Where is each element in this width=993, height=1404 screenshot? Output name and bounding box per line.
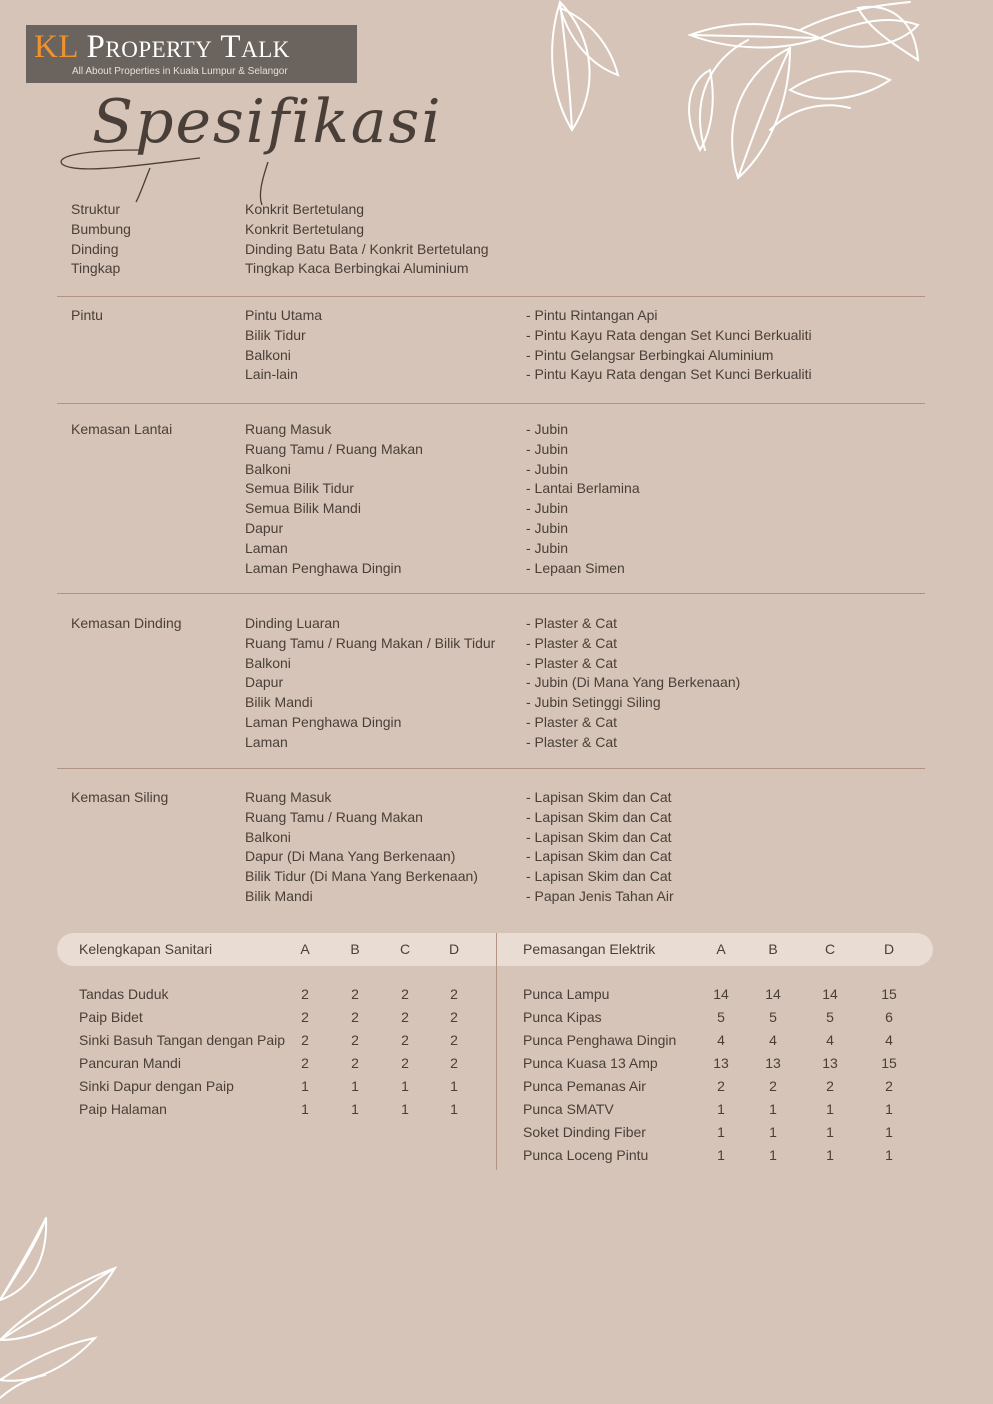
section-finish: - Papan Jenis Tahan Air [526,888,674,904]
sanitary-cell: 2 [450,1032,458,1048]
spec-label: Dinding [71,240,119,257]
section-label: Pintu [71,307,103,323]
sanitary-cell: 2 [450,1055,458,1071]
electrical-cell: 1 [885,1147,893,1163]
section-area: Bilik Mandi [245,694,313,711]
section-area: Bilik Mandi [245,888,313,904]
electrical-column-header: C [824,941,836,957]
section-divider [57,768,925,769]
section-area: Laman [245,733,288,750]
electrical-cell: 4 [826,1032,834,1048]
section-finish: - Jubin [526,500,569,517]
electrical-cell: 4 [769,1032,777,1048]
electrical-cell: 13 [822,1055,838,1071]
spec-value: Konkrit Bertetulang [245,201,365,217]
electrical-cell: 1 [717,1147,725,1163]
section-area: Pintu Utama [245,307,323,323]
electrical-row-name: Soket Dinding Fiber [523,1124,646,1140]
electrical-cell: 2 [826,1078,834,1094]
section-finish: - Plaster & Cat [526,733,618,750]
section-divider [57,296,925,297]
section-finish: - Lapisan Skim dan Cat [526,828,672,845]
section-label: Kemasan Dinding [71,615,182,631]
section-finish: - Pintu Gelangsar Berbingkai Aluminium [526,346,774,363]
electrical-row-name: Punca Penghawa Dingin [523,1032,677,1048]
electrical-cell: 4 [885,1032,893,1048]
section-finish: - Plaster & Cat [526,654,618,671]
electrical-cell: 5 [769,1009,777,1025]
sanitary-cell: 2 [351,1032,359,1048]
section-area: Dinding Luaran [245,615,340,631]
electrical-cell: 14 [713,986,729,1002]
electrical-cell: 1 [885,1124,893,1140]
spec-label: Bumbung [71,220,131,237]
spec-value: Tingkap Kaca Berbingkai Aluminium [245,260,469,277]
section-area: Ruang Tamu / Ruang Makan / Bilik Tidur [245,634,496,651]
sanitary-cell: 1 [401,1078,409,1094]
section-area: Semua Bilik Tidur [245,480,354,497]
electrical-cell: 1 [769,1101,777,1117]
section-finish: - Lapisan Skim dan Cat [526,789,672,805]
sanitary-cell: 2 [301,1055,309,1071]
electrical-cell: 1 [717,1101,725,1117]
electrical-cell: 1 [769,1124,777,1140]
section-area: Balkoni [245,654,291,671]
electrical-cell: 14 [822,986,838,1002]
sanitary-row-name: Paip Bidet [79,1009,143,1025]
sanitary-cell: 1 [450,1101,458,1117]
sanitary-row-name: Paip Halaman [79,1101,167,1117]
electrical-row-name: Punca Loceng Pintu [523,1147,649,1163]
section-divider [57,593,925,594]
sanitary-cell: 1 [301,1101,309,1117]
section-finish: - Plaster & Cat [526,615,618,631]
section-finish: - Pintu Kayu Rata dengan Set Kunci Berkualiti [526,366,812,383]
sanitary-title: Kelengkapan Sanitari [79,941,213,957]
section-area: Balkoni [245,828,291,845]
section-finish: - Lapisan Skim dan Cat [526,808,672,825]
section-area: Laman Penghawa Dingin [245,559,402,576]
electrical-cell: 2 [769,1078,777,1094]
electrical-cell: 13 [765,1055,781,1071]
electrical-cell: 6 [885,1009,893,1025]
section-area: Ruang Masuk [245,421,332,437]
sanitary-cell: 1 [401,1101,409,1117]
electrical-cell: 5 [717,1009,725,1025]
electrical-column-header: B [768,941,778,957]
sanitary-row-name: Pancuran Mandi [79,1055,181,1071]
electrical-row-name: Punca SMATV [523,1101,614,1117]
electrical-row-name: Punca Pemanas Air [523,1078,646,1094]
electrical-cell: 1 [769,1147,777,1163]
electrical-cell: 2 [885,1078,893,1094]
section-finish: - Jubin [526,421,569,437]
section-area: Bilik Tidur [245,326,306,343]
sanitary-cell: 2 [450,1009,458,1025]
sanitary-cell: 2 [351,1055,359,1071]
section-finish: - Pintu Kayu Rata dengan Set Kunci Berkualiti [526,326,812,343]
electrical-row-name: Punca Lampu [523,986,610,1002]
spec-label: Tingkap [71,260,121,277]
sanitary-cell: 2 [401,1009,409,1025]
electrical-cell: 1 [826,1101,834,1117]
electrical-column-header: D [883,941,895,957]
table-divider [496,933,497,1170]
electrical-cell: 4 [717,1032,725,1048]
section-label: Kemasan Siling [71,789,169,805]
electrical-cell: 13 [713,1055,729,1071]
sanitary-row-name: Tandas Duduk [79,986,169,1002]
sanitary-column-header: D [448,941,460,957]
page-title: Spesifikasi [92,87,443,157]
section-area: Bilik Tidur (Di Mana Yang Berkenaan) [245,868,478,885]
section-area: Lain-lain [245,366,298,383]
sanitary-cell: 1 [351,1101,359,1117]
electrical-row-name: Punca Kuasa 13 Amp [523,1055,658,1071]
section-finish: - Jubin [526,539,569,556]
sanitary-cell: 2 [401,1055,409,1071]
sanitary-cell: 2 [301,1032,309,1048]
section-finish: - Lapisan Skim dan Cat [526,868,672,885]
section-finish: - Pintu Rintangan Api [526,307,658,323]
section-label: Kemasan Lantai [71,421,173,437]
section-divider [57,403,925,404]
logo-title-text: Property Talk [86,29,290,65]
spec-value: Dinding Batu Bata / Konkrit Bertetulang [245,240,489,257]
section-area: Ruang Tamu / Ruang Makan [245,808,423,825]
sanitary-cell: 2 [401,986,409,1002]
section-finish: - Lepaan Simen [526,559,625,576]
spec-value: Konkrit Bertetulang [245,220,365,237]
electrical-cell: 2 [717,1078,725,1094]
section-finish: - Jubin [526,460,569,477]
section-area: Laman Penghawa Dingin [245,714,402,730]
sanitary-cell: 2 [351,986,359,1002]
electrical-row-name: Punca Kipas [523,1009,602,1025]
electrical-cell: 1 [885,1101,893,1117]
logo-kl: KL [34,29,78,65]
section-area: Semua Bilik Mandi [245,500,361,517]
sanitary-cell: 2 [301,1009,309,1025]
sanitary-row-name: Sinki Basuh Tangan dengan Paip [79,1032,286,1048]
sanitary-cell: 2 [450,986,458,1002]
sanitary-cell: 2 [401,1032,409,1048]
sanitary-row-name: Sinki Dapur dengan Paip [79,1078,234,1094]
electrical-cell: 15 [881,1055,897,1071]
section-area: Dapur (Di Mana Yang Berkenaan) [245,848,456,865]
sanitary-column-header: B [350,941,360,957]
section-area: Dapur [245,674,284,691]
section-finish: - Jubin Setinggi Siling [526,694,661,711]
section-area: Balkoni [245,460,291,477]
spec-label: Struktur [71,201,121,217]
sanitary-cell: 1 [301,1078,309,1094]
sanitary-cell: 1 [450,1078,458,1094]
section-finish: - Jubin [526,440,569,457]
sanitary-cell: 1 [351,1078,359,1094]
electrical-cell: 1 [717,1124,725,1140]
section-finish: - Lapisan Skim dan Cat [526,848,672,865]
electrical-cell: 1 [826,1147,834,1163]
section-finish: - Jubin [526,520,569,536]
section-finish: - Jubin (Di Mana Yang Berkenaan) [526,674,741,691]
electrical-cell: 15 [881,986,897,1002]
electrical-column-header: A [716,941,726,957]
section-area: Balkoni [245,346,291,363]
electrical-cell: 14 [765,986,781,1002]
section-finish: - Plaster & Cat [526,634,618,651]
section-area: Ruang Masuk [245,789,332,805]
section-area: Ruang Tamu / Ruang Makan [245,440,423,457]
electrical-cell: 1 [826,1124,834,1140]
sanitary-cell: 2 [301,986,309,1002]
sanitary-column-header: A [300,941,310,957]
sanitary-cell: 2 [351,1009,359,1025]
electrical-cell: 5 [826,1009,834,1025]
logo-tagline: All About Properties in Kuala Lumpur & Selangor [72,66,288,77]
electrical-title: Pemasangan Elektrik [523,941,656,957]
section-area: Laman [245,539,288,556]
section-finish: - Lantai Berlamina [526,480,640,497]
section-finish: - Plaster & Cat [526,714,618,730]
sanitary-column-header: C [399,941,411,957]
section-area: Dapur [245,520,284,536]
